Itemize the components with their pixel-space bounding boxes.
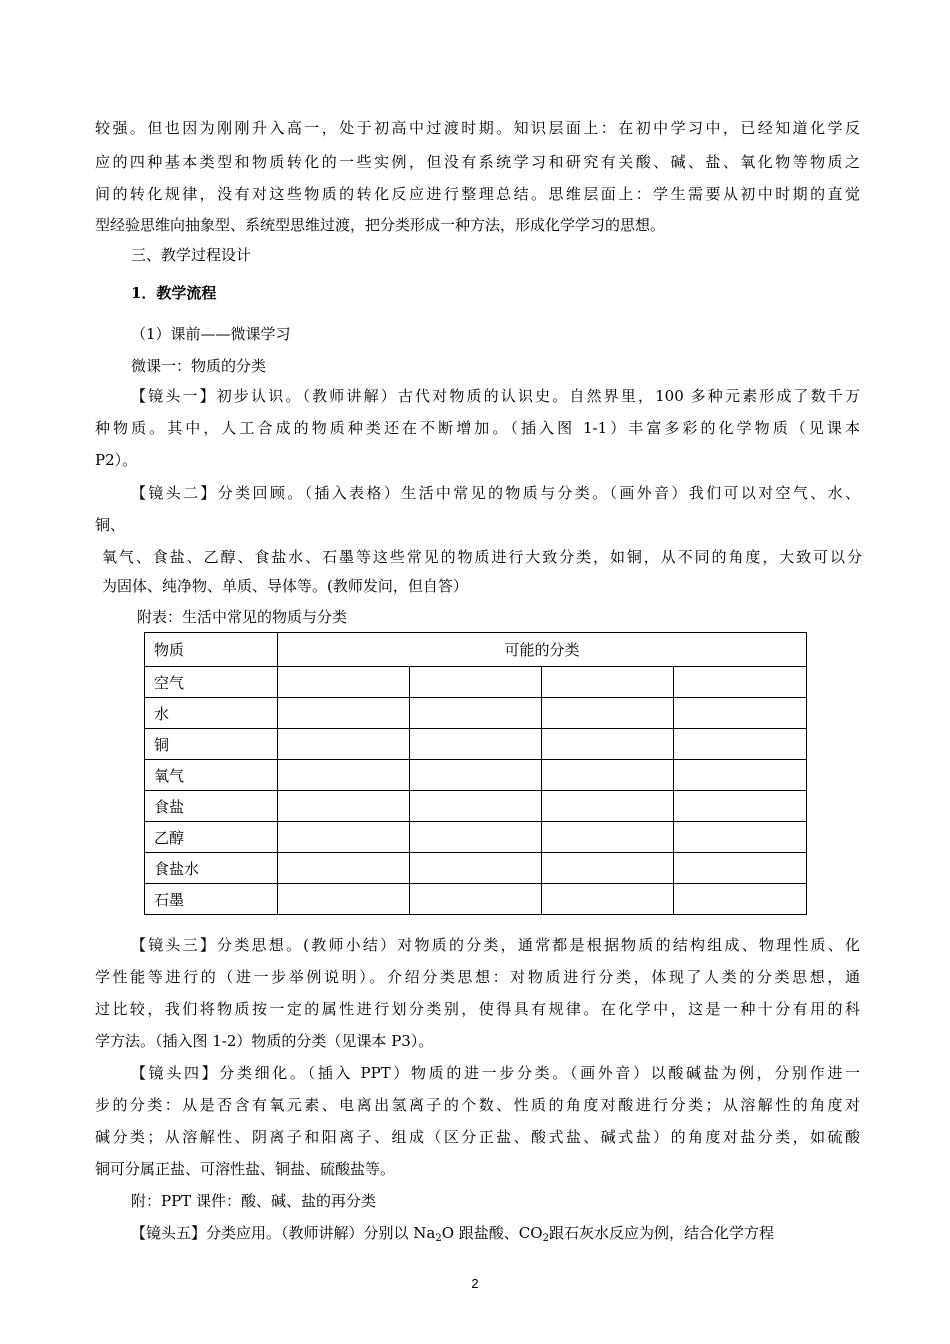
table-header-classification: 可能的分类 bbox=[278, 633, 807, 667]
microlesson-title: 微课一：物质的分类 bbox=[131, 357, 267, 375]
table-row bbox=[145, 760, 807, 791]
section-heading: 三、教学过程设计 bbox=[131, 246, 252, 264]
table-row bbox=[145, 853, 807, 884]
paragraph-line: 为固体、纯净物、单质、导体等。(教师发问，但自答） bbox=[102, 577, 468, 595]
table-cell: 铜 bbox=[145, 729, 278, 760]
text-run: 跟石灰水反应为例，结合化学方程 bbox=[548, 1224, 774, 1242]
attachment-note: 附：PPT 课件：酸、碱、盐的再分类 bbox=[131, 1192, 376, 1210]
paragraph-line: 步的分类：从是否含有氧元素、电离出氢离子的个数、性质的角度对酸进行分类；从溶解性的角度对 bbox=[95, 1096, 860, 1114]
paragraph-line: 学方法。（插入图 1-2）物质的分类（见课本 P3）。 bbox=[95, 1032, 434, 1050]
table-cell: 乙醇 bbox=[145, 822, 278, 853]
paragraph-line bbox=[131, 1223, 774, 1243]
table-row bbox=[145, 884, 807, 915]
paragraph-line: P2）。 bbox=[95, 451, 138, 469]
table-cell: 食盐水 bbox=[145, 853, 278, 884]
paragraph-line: 型经验思维向抽象型、系统型思维过渡，把分类形成一种方法，形成化学学习的思想。 bbox=[95, 216, 666, 234]
paragraph-line: 铜、 bbox=[95, 516, 126, 534]
subscript: 2 bbox=[542, 1233, 549, 1244]
classification-table bbox=[144, 632, 807, 915]
table-row bbox=[145, 667, 807, 698]
page-number: 2 bbox=[471, 1276, 479, 1291]
paragraph-line: 氧气、食盐、乙醇、食盐水、石墨等这些常见的物质进行大致分类，如铜，从不同的角度，大致可以分 bbox=[102, 548, 862, 566]
paragraph-line: 过比较，我们将物质按一定的属性进行划分类别，使得具有规律。在化学中，这是一种十分有用的科 bbox=[95, 1000, 860, 1018]
paragraph-line: 种物质。其中，人工合成的物质种类还在不断增加。（插入图 1-1）丰富多彩的化学物质（见课本 bbox=[95, 419, 860, 437]
paragraph-line: 【镜头四】分类细化。（插入 PPT）物质的进一步分类。（画外音）以酸碱盐为例，分别作进一 bbox=[131, 1064, 860, 1082]
table-header-row bbox=[145, 633, 807, 667]
paragraph-line: 学性能等进行的（进一步举例说明）。介绍分类思想：对物质进行分类，体现了人类的分类思想，通 bbox=[95, 968, 860, 986]
paragraph-line: 【镜头二】分类回顾。（插入表格）生活中常见的物质与分类。（画外音）我们可以对空气、水、 bbox=[131, 484, 860, 502]
table-cell: 石墨 bbox=[145, 884, 278, 915]
table-row bbox=[145, 729, 807, 760]
subscript: 2 bbox=[435, 1233, 442, 1244]
text-run: 【镜头五】分类应用。（教师讲解）分别以 Na bbox=[131, 1224, 436, 1242]
paragraph-line: 碱分类；从溶解性、阴离子和阳离子、组成（区分正盐、酸式盐、碱式盐）的角度对盐分类，如硫酸 bbox=[95, 1128, 860, 1146]
table-row bbox=[145, 822, 807, 853]
table-cell: 食盐 bbox=[145, 791, 278, 822]
paragraph-line: 【镜头一】初步认识。（教师讲解）古代对物质的认识史。自然界里，100 多种元素形成了数千万 bbox=[131, 387, 860, 405]
paragraph-line: 间的转化规律，没有对这些物质的转化反应进行整理总结。思维层面上：学生需要从初中时期的直觉 bbox=[95, 185, 860, 203]
table-cell: 水 bbox=[145, 698, 278, 729]
table-cell: 氧气 bbox=[145, 760, 278, 791]
paragraph-line: 应的四种基本类型和物质转化的一些实例，但没有系统学习和研究有关酸、碱、盐、氧化物等物质之 bbox=[95, 153, 860, 171]
subsection-heading: 1．教学流程 bbox=[131, 284, 217, 302]
table-caption: 附表：生活中常见的物质与分类 bbox=[137, 608, 348, 626]
table-header-substance: 物质 bbox=[145, 633, 278, 667]
subsection-heading: （1）课前——微课学习 bbox=[131, 325, 291, 343]
table-cell: 空气 bbox=[145, 667, 278, 698]
table-row bbox=[145, 791, 807, 822]
paragraph-line: 较强。但也因为刚刚升入高一，处于初高中过渡时期。知识层面上：在初中学习中，已经知道化学反 bbox=[95, 119, 860, 137]
paragraph-line: 【镜头三】分类思想。(教师小结）对物质的分类，通常都是根据物质的结构组成、物理性质、化 bbox=[131, 936, 860, 954]
paragraph-line: 铜可分属正盐、可溶性盐、铜盐、硫酸盐等。 bbox=[95, 1160, 396, 1178]
table-row bbox=[145, 698, 807, 729]
text-run: O 跟盐酸、CO bbox=[441, 1224, 543, 1242]
